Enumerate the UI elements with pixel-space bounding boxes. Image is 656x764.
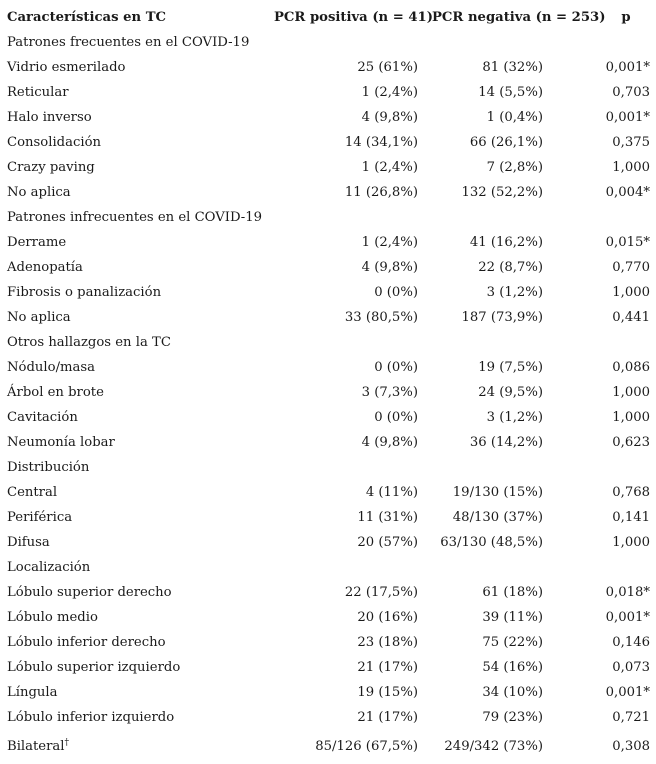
row-label-text: Lóbulo superior derecho bbox=[7, 585, 172, 600]
table-row bbox=[0, 305, 656, 330]
pcr-positive-cell: 0 (0%) bbox=[374, 410, 418, 425]
pcr-positive-cell: 14 (34,1%) bbox=[344, 135, 418, 150]
row-label bbox=[0, 405, 264, 430]
p-value-cell: 0,441 bbox=[612, 310, 650, 325]
pcr-positive-cell: 33 (80,5%) bbox=[344, 310, 418, 325]
table-row bbox=[0, 730, 656, 764]
row-label bbox=[0, 255, 264, 280]
pcr-negative-cell: 39 (11%) bbox=[482, 610, 543, 625]
table-row bbox=[0, 105, 656, 130]
table-row bbox=[0, 580, 656, 605]
pcr-negative-cell: 249/342 (73%) bbox=[444, 739, 543, 754]
table-row bbox=[0, 655, 656, 680]
header-pcr-negative: PCR negativa (n = 253) bbox=[432, 9, 606, 25]
pcr-positive-cell: 1 (2,4%) bbox=[361, 235, 418, 250]
section-label: Otros hallazgos en la TC bbox=[7, 335, 171, 350]
row-label bbox=[0, 55, 264, 80]
row-label-text: Halo inverso bbox=[7, 110, 92, 125]
p-value-cell: 0,768 bbox=[612, 485, 650, 500]
pcr-positive-cell: 11 (31%) bbox=[357, 510, 418, 525]
p-value-cell: 1,000 bbox=[612, 535, 650, 550]
pcr-negative-cell: 36 (14,2%) bbox=[469, 435, 543, 450]
row-label-text: Periférica bbox=[7, 510, 73, 525]
row-label bbox=[0, 705, 264, 730]
ct-findings-table bbox=[0, 4, 656, 764]
table-row bbox=[0, 80, 656, 105]
pcr-negative-cell: 41 (16,2%) bbox=[469, 235, 543, 250]
pcr-negative-cell: 132 (52,2%) bbox=[461, 185, 543, 200]
row-label bbox=[0, 580, 264, 605]
pcr-negative-cell: 66 (26,1%) bbox=[469, 135, 543, 150]
pcr-positive-cell: 23 (18%) bbox=[357, 635, 418, 650]
pcr-positive-cell: 19 (15%) bbox=[357, 685, 418, 700]
row-label bbox=[0, 480, 264, 505]
row-label bbox=[0, 105, 264, 130]
p-value-cell: 0,073 bbox=[612, 660, 650, 675]
table-header-row bbox=[0, 4, 656, 30]
section-label: Patrones frecuentes en el COVID-19 bbox=[7, 35, 250, 50]
row-label-text: Lóbulo superior izquierdo bbox=[7, 660, 181, 675]
row-label-text: Adenopatía bbox=[7, 260, 83, 275]
p-value-cell: 0,001* bbox=[605, 610, 650, 625]
table-row bbox=[0, 255, 656, 280]
section-row bbox=[0, 555, 656, 580]
row-label-text: Vidrio esmerilado bbox=[7, 60, 126, 75]
pcr-negative-cell: 3 (1,2%) bbox=[486, 285, 543, 300]
pcr-positive-cell: 1 (2,4%) bbox=[361, 85, 418, 100]
pcr-negative-cell: 81 (32%) bbox=[482, 60, 543, 75]
pcr-positive-cell: 21 (17%) bbox=[357, 710, 418, 725]
row-label bbox=[0, 605, 264, 630]
pcr-positive-cell: 0 (0%) bbox=[374, 360, 418, 375]
row-label-text: Lóbulo medio bbox=[7, 610, 98, 625]
row-label bbox=[0, 130, 264, 155]
p-value-cell: 0,721 bbox=[612, 710, 650, 725]
row-label-text: Derrame bbox=[7, 235, 67, 250]
pcr-negative-cell: 48/130 (37%) bbox=[452, 510, 543, 525]
pcr-positive-cell: 4 (11%) bbox=[365, 485, 418, 500]
table-row bbox=[0, 280, 656, 305]
section-label: Localización bbox=[7, 560, 91, 575]
table-row bbox=[0, 405, 656, 430]
table-row bbox=[0, 180, 656, 205]
row-label bbox=[0, 80, 264, 105]
p-value-cell: 1,000 bbox=[612, 410, 650, 425]
pcr-negative-cell: 75 (22%) bbox=[482, 635, 543, 650]
row-label-text: No aplica bbox=[7, 185, 71, 200]
row-label-text: Lóbulo inferior derecho bbox=[7, 635, 166, 650]
table-row bbox=[0, 155, 656, 180]
row-label-text: Árbol en brote bbox=[7, 385, 104, 400]
pcr-positive-cell: 20 (57%) bbox=[357, 535, 418, 550]
pcr-negative-cell: 19/130 (15%) bbox=[452, 485, 543, 500]
footnote-marker: † bbox=[64, 738, 69, 748]
row-label-text: Crazy paving bbox=[7, 160, 95, 175]
table-row bbox=[0, 680, 656, 705]
row-label-text: Difusa bbox=[7, 535, 50, 550]
pcr-negative-cell: 63/130 (48,5%) bbox=[440, 535, 543, 550]
section-row bbox=[0, 455, 656, 480]
table-body bbox=[0, 30, 656, 764]
pcr-positive-cell: 4 (9,8%) bbox=[361, 110, 418, 125]
p-value-cell: 0,623 bbox=[612, 435, 650, 450]
row-label-text: Central bbox=[7, 485, 58, 500]
table-row bbox=[0, 705, 656, 730]
p-value-cell: 0,770 bbox=[612, 260, 650, 275]
row-label bbox=[0, 505, 264, 530]
row-label-text: Bilateral bbox=[7, 739, 65, 754]
p-value-cell: 0,001* bbox=[605, 110, 650, 125]
pcr-negative-cell: 79 (23%) bbox=[482, 710, 543, 725]
p-value-cell: 1,000 bbox=[612, 285, 650, 300]
pcr-positive-cell: 11 (26,8%) bbox=[344, 185, 418, 200]
row-label-text: Cavitación bbox=[7, 410, 78, 425]
pcr-positive-cell: 0 (0%) bbox=[374, 285, 418, 300]
pcr-negative-cell: 61 (18%) bbox=[482, 585, 543, 600]
pcr-negative-cell: 34 (10%) bbox=[482, 685, 543, 700]
p-value-cell: 0,004* bbox=[605, 185, 650, 200]
section-row bbox=[0, 330, 656, 355]
table-row bbox=[0, 355, 656, 380]
row-label bbox=[0, 530, 264, 555]
pcr-negative-cell: 54 (16%) bbox=[482, 660, 543, 675]
row-label-text: Consolidación bbox=[7, 135, 102, 150]
p-value-cell: 0,146 bbox=[612, 635, 650, 650]
section-label: Distribución bbox=[7, 460, 90, 475]
section-label: Patrones infrecuentes en el COVID-19 bbox=[7, 210, 263, 225]
pcr-negative-cell: 24 (9,5%) bbox=[478, 385, 543, 400]
pcr-positive-cell: 25 (61%) bbox=[357, 60, 418, 75]
p-value-cell: 0,086 bbox=[612, 360, 650, 375]
row-label bbox=[0, 305, 264, 330]
pcr-positive-cell: 4 (9,8%) bbox=[361, 260, 418, 275]
p-value-cell: 0,141 bbox=[612, 510, 650, 525]
header-pcr-positive: PCR positiva (n = 41) bbox=[274, 9, 433, 25]
pcr-positive-cell: 21 (17%) bbox=[357, 660, 418, 675]
row-label bbox=[0, 655, 264, 680]
pcr-positive-cell: 1 (2,4%) bbox=[361, 160, 418, 175]
row-label-text: Neumonía lobar bbox=[7, 435, 115, 450]
pcr-positive-cell: 85/126 (67,5%) bbox=[315, 739, 418, 754]
p-value-cell: 0,001* bbox=[605, 685, 650, 700]
header-p-value: p bbox=[621, 9, 631, 25]
p-value-cell: 1,000 bbox=[612, 385, 650, 400]
pcr-positive-cell: 22 (17,5%) bbox=[344, 585, 418, 600]
p-value-cell: 0,703 bbox=[612, 85, 650, 100]
table-row bbox=[0, 130, 656, 155]
p-value-cell: 0,308 bbox=[612, 739, 650, 754]
row-label-text: Lóbulo inferior izquierdo bbox=[7, 710, 175, 725]
p-value-cell: 0,001* bbox=[605, 60, 650, 75]
row-label-text: No aplica bbox=[7, 310, 71, 325]
row-label bbox=[0, 430, 264, 455]
row-label bbox=[0, 680, 264, 705]
row-label bbox=[0, 155, 264, 180]
table-row bbox=[0, 380, 656, 405]
pcr-negative-cell: 1 (0,4%) bbox=[486, 110, 543, 125]
row-label bbox=[0, 630, 264, 655]
table-row bbox=[0, 230, 656, 255]
pcr-negative-cell: 187 (73,9%) bbox=[461, 310, 543, 325]
p-value-cell: 1,000 bbox=[612, 160, 650, 175]
row-label bbox=[0, 180, 264, 205]
row-label-text: Fibrosis o panalización bbox=[7, 285, 162, 300]
pcr-positive-cell: 3 (7,3%) bbox=[361, 385, 418, 400]
p-value-cell: 0,015* bbox=[605, 235, 650, 250]
p-value-cell: 0,018* bbox=[605, 585, 650, 600]
row-label-text: Língula bbox=[7, 685, 58, 700]
section-row bbox=[0, 205, 656, 230]
header-characteristics: Características en TC bbox=[7, 9, 166, 25]
row-label-text: Nódulo/masa bbox=[7, 360, 96, 375]
table-row bbox=[0, 630, 656, 655]
p-value-cell: 0,375 bbox=[612, 135, 650, 150]
table-row bbox=[0, 55, 656, 80]
pcr-positive-cell: 4 (9,8%) bbox=[361, 435, 418, 450]
table-row bbox=[0, 505, 656, 530]
row-label-text: Reticular bbox=[7, 85, 69, 100]
row-label bbox=[0, 730, 264, 764]
pcr-negative-cell: 14 (5,5%) bbox=[478, 85, 543, 100]
section-row bbox=[0, 30, 656, 55]
row-label bbox=[0, 380, 264, 405]
pcr-negative-cell: 7 (2,8%) bbox=[486, 160, 543, 175]
pcr-negative-cell: 22 (8,7%) bbox=[478, 260, 543, 275]
row-label bbox=[0, 355, 264, 380]
table-row bbox=[0, 605, 656, 630]
row-label bbox=[0, 280, 264, 305]
row-label bbox=[0, 230, 264, 255]
table-row bbox=[0, 530, 656, 555]
pcr-positive-cell: 20 (16%) bbox=[357, 610, 418, 625]
pcr-negative-cell: 19 (7,5%) bbox=[478, 360, 543, 375]
pcr-negative-cell: 3 (1,2%) bbox=[486, 410, 543, 425]
table-row bbox=[0, 430, 656, 455]
table-row bbox=[0, 480, 656, 505]
